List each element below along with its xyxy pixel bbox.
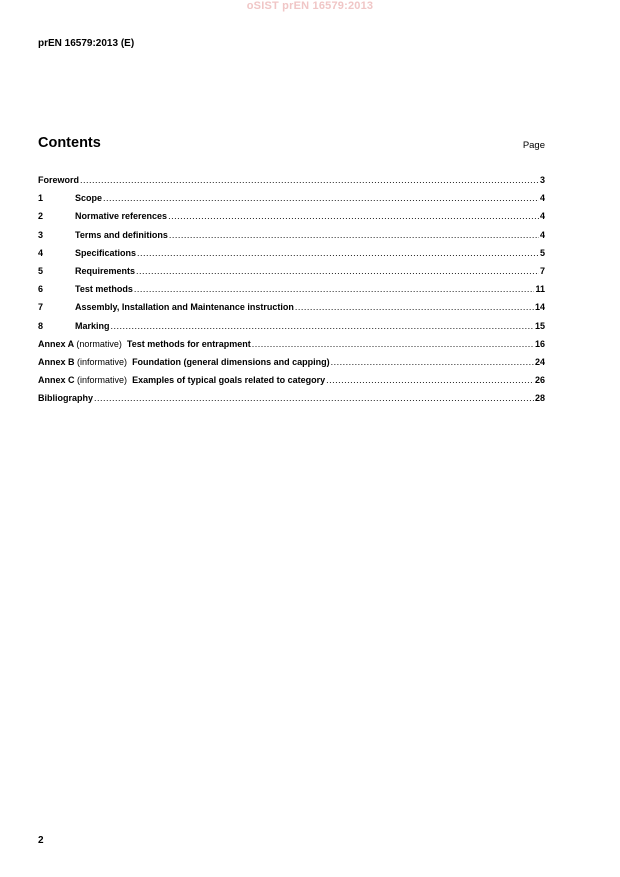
document-id: prEN 16579:2013 (E) <box>38 38 135 49</box>
toc-entry-title: Scope <box>75 193 103 204</box>
contents-heading: Contents <box>38 135 101 151</box>
toc-entry-page: 3 <box>539 175 545 185</box>
toc-entry-annex-a[interactable] <box>38 339 545 357</box>
toc-leader-dots <box>80 175 539 185</box>
toc-leader-dots <box>103 193 539 203</box>
toc-entry-page: 26 <box>534 375 545 386</box>
toc-entry-title <box>38 357 330 367</box>
annex-type: (normative) <box>76 338 122 349</box>
toc-entry-number: 2 <box>38 211 44 222</box>
toc-entry-page: 16 <box>534 338 545 349</box>
annex-title: Foundation (general dimensions and capping) <box>132 356 330 367</box>
toc-entry-terms-and-definitions[interactable] <box>38 230 545 248</box>
toc-leader-dots <box>326 375 534 385</box>
toc-entry-number: 4 <box>38 247 44 258</box>
toc-leader-dots <box>111 321 534 331</box>
toc-entry-test-methods[interactable] <box>38 284 545 302</box>
table-of-contents <box>38 175 545 411</box>
toc-entry-annex-c[interactable] <box>38 375 545 393</box>
toc-entry-number: 1 <box>38 193 44 204</box>
toc-entry-page: 4 <box>539 211 545 222</box>
toc-entry-foreword[interactable] <box>38 175 545 193</box>
toc-entry-number: 6 <box>38 284 44 295</box>
annex-label: Annex B <box>38 356 75 367</box>
annex-label: Annex A <box>38 338 74 349</box>
toc-leader-dots <box>252 339 534 349</box>
toc-entry-title: Test methods <box>75 284 133 295</box>
watermark: oSIST prEN 16579:2013 <box>246 0 374 12</box>
toc-entry-number: 3 <box>38 229 44 240</box>
toc-entry-page: 5 <box>539 247 545 258</box>
toc-entry-scope[interactable] <box>38 193 545 211</box>
toc-entry-page: 4 <box>539 193 545 204</box>
toc-entry-page: 11 <box>535 284 545 295</box>
toc-entry-page: 7 <box>539 265 545 276</box>
toc-leader-dots <box>137 248 539 258</box>
toc-leader-dots <box>169 230 539 240</box>
toc-entry-title: Normative references <box>75 211 168 222</box>
toc-leader-dots <box>94 393 534 403</box>
toc-entry-assembly-installation-maintenance[interactable] <box>38 302 545 320</box>
toc-entry-normative-references[interactable] <box>38 211 545 229</box>
toc-leader-dots <box>134 284 535 294</box>
toc-entry-title: Assembly, Installation and Maintenance instruction <box>75 302 294 313</box>
annex-type: (informative) <box>77 375 128 386</box>
toc-entry-title: Terms and definitions <box>75 229 168 240</box>
toc-entry-number: 7 <box>38 302 44 313</box>
toc-entry-annex-b[interactable] <box>38 357 545 375</box>
toc-entry-title <box>38 339 251 349</box>
annex-title: Examples of typical goals related to category <box>132 375 326 386</box>
toc-leader-dots <box>136 266 539 276</box>
toc-entry-number: 8 <box>38 320 44 331</box>
toc-entry-title: Requirements <box>75 265 136 276</box>
toc-entry-title: Marking <box>75 320 110 331</box>
toc-entry-number: 5 <box>38 265 44 276</box>
toc-leader-dots <box>331 357 534 367</box>
toc-entry-title: Specifications <box>75 247 137 258</box>
toc-leader-dots <box>295 302 534 312</box>
toc-entry-page: 24 <box>534 356 545 367</box>
toc-entry-specifications[interactable] <box>38 248 545 266</box>
toc-entry-page: 4 <box>539 229 545 240</box>
toc-leader-dots <box>168 211 539 221</box>
toc-entry-bibliography[interactable] <box>38 393 545 411</box>
annex-type: (informative) <box>77 356 128 367</box>
toc-entry-page: 14 <box>534 302 545 313</box>
page-column-heading: Page <box>522 140 545 151</box>
page-number: 2 <box>38 835 44 846</box>
toc-entry-page: 28 <box>534 393 545 404</box>
annex-title: Test methods for entrapment <box>126 338 251 349</box>
toc-entry-title: Bibliography <box>38 393 94 404</box>
toc-entry-title <box>38 375 325 385</box>
toc-entry-requirements[interactable] <box>38 266 545 284</box>
toc-entry-marking[interactable] <box>38 321 545 339</box>
toc-entry-page: 15 <box>534 320 545 331</box>
annex-label: Annex C <box>38 375 75 386</box>
toc-entry-title: Foreword <box>38 175 80 185</box>
